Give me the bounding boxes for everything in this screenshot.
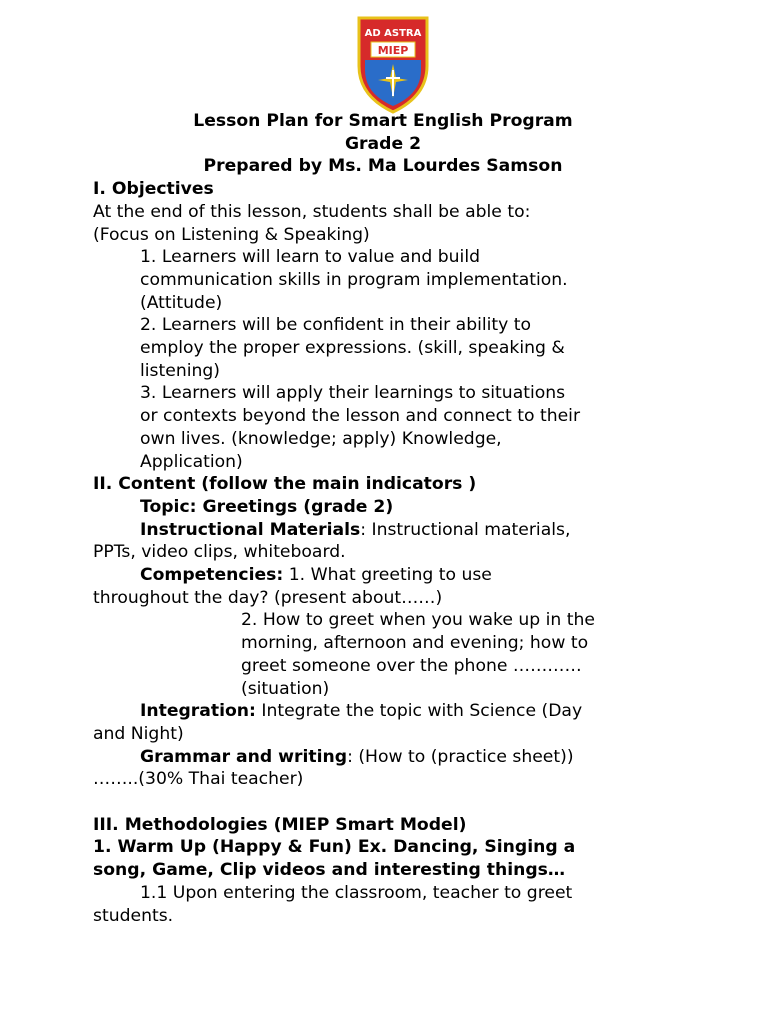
step-1-1-line-2: students.	[93, 905, 174, 926]
grammar-label: Grammar and writing	[140, 746, 348, 767]
objective-2-line-2: employ the proper expressions. (skill, speaking &	[140, 338, 565, 359]
warmup-line-2: song, Game, Clip videos and interesting things…	[93, 860, 566, 881]
objective-1-line-3: (Attitude)	[140, 292, 223, 313]
objective-3-line-3: own lives. (knowledge; apply) Knowledge,	[140, 428, 502, 449]
content-heading: II. Content (follow the main indicators )	[93, 474, 477, 495]
materials-line	[93, 519, 693, 542]
competencies-label: Competencies:	[140, 565, 284, 586]
grammar-line	[93, 746, 693, 769]
methodologies-heading: III. Methodologies (MIEP Smart Model)	[93, 814, 467, 835]
materials-text: : Instructional materials,	[360, 519, 571, 540]
competencies-line-2b: morning, afternoon and evening; how to	[241, 633, 589, 654]
objective-2-line-3: listening)	[140, 360, 220, 381]
objectives-focus: (Focus on Listening & Speaking)	[93, 224, 370, 245]
school-crest-logo	[355, 14, 431, 114]
integration-line	[93, 700, 693, 723]
topic-line: Topic: Greetings (grade 2)	[140, 496, 394, 517]
grammar-line-2: ……..(30% Thai teacher)	[93, 769, 304, 790]
competencies-line-1b: throughout the day? (present about……)	[93, 587, 443, 608]
logo-top-text: AD ASTRA	[364, 28, 422, 39]
competencies-line	[93, 564, 693, 587]
materials-label: Instructional Materials	[140, 519, 361, 540]
objectives-heading: I. Objectives	[93, 179, 214, 200]
objective-1-line-1: 1. Learners will learn to value and build	[140, 247, 480, 268]
competencies-text-1: 1. What greeting to use	[283, 565, 492, 586]
competencies-line-2d: (situation)	[241, 678, 330, 699]
competencies-line-2c: greet someone over the phone …………	[241, 655, 582, 676]
grammar-text: : (How to (practice sheet))	[347, 746, 574, 767]
objective-2-line-1: 2. Learners will be confident in their ability to	[140, 315, 532, 336]
objective-3-line-1: 3. Learners will apply their learnings to situations	[140, 383, 566, 404]
objective-3-line-2: or contexts beyond the lesson and connect to their	[140, 406, 581, 427]
lesson-plan-text	[93, 110, 693, 927]
grade-line: Grade 2	[344, 133, 422, 154]
objective-3-line-4: Application)	[140, 451, 243, 472]
logo-band-text: MIEP	[377, 44, 409, 57]
integration-text: Integrate the topic with Science (Day	[255, 701, 583, 722]
warmup-line-1: 1. Warm Up (Happy & Fun) Ex. Dancing, Singing a	[93, 837, 576, 858]
integration-label: Integration:	[140, 701, 256, 722]
blank-line	[93, 791, 693, 814]
materials-line-2: PPTs, video clips, whiteboard.	[93, 542, 346, 563]
objective-1-line-2: communication skills in program implementation.	[140, 269, 568, 290]
integration-line-2: and Night)	[93, 723, 184, 744]
document-title: Lesson Plan for Smart English Program	[193, 111, 573, 131]
objectives-intro: At the end of this lesson, students shall be able to:	[93, 201, 531, 222]
competencies-line-2a: 2. How to greet when you wake up in the	[241, 610, 595, 631]
step-1-1-line-1: 1.1 Upon entering the classroom, teacher to greet	[140, 882, 573, 903]
prepared-by-line: Prepared by Ms. Ma Lourdes Samson	[203, 156, 563, 177]
